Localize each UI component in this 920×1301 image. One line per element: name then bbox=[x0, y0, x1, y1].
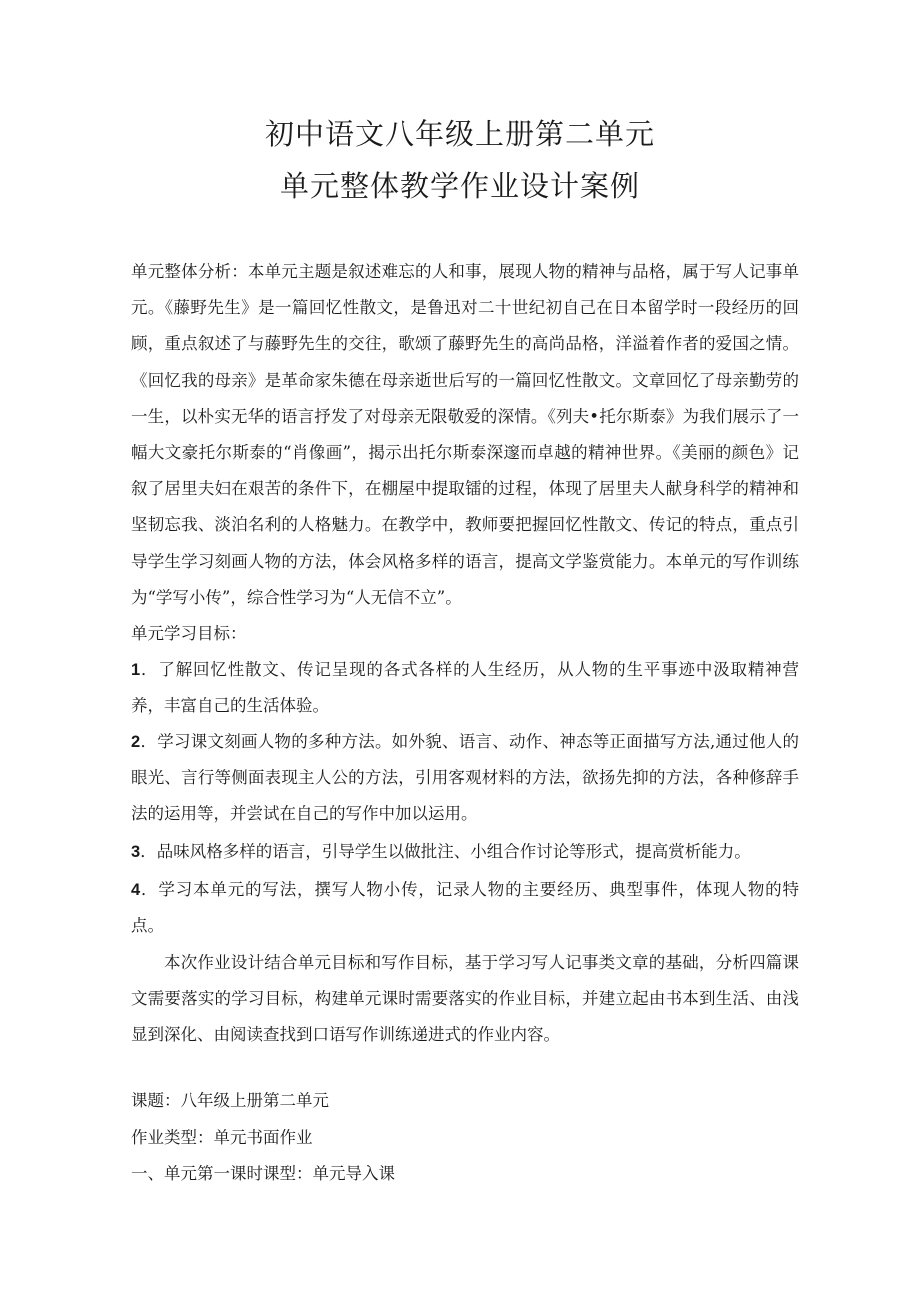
document-title-line-1: 初中语文八年级上册第二单元 bbox=[264, 117, 655, 151]
learning-goal-item bbox=[131, 872, 799, 944]
goal-text: ．品味风格多样的语言，引导学生以做批注、小组合作讨论等形式，提高赏析能力。 bbox=[140, 842, 751, 861]
goal-number: 3 bbox=[131, 843, 141, 861]
goal-number: 1 bbox=[131, 661, 141, 679]
learning-goals-heading: 单元学习目标： bbox=[131, 624, 247, 643]
learning-goal-item bbox=[131, 652, 799, 724]
document-title-line-2: 单元整体教学作业设计案例 bbox=[279, 169, 640, 203]
unit-analysis-paragraph: 单元整体分析：本单元主题是叙述难忘的人和事，展现人物的精神与品格，属于写人记事单元。《藤野先生》是一篇回忆性散文，是鲁迅对二十世纪初自己在日本留学时一段经历的回顾，重点叙述了与藤野先生的交往，歌颂了藤野先生的高尚品格，洋溢着作者的爱国之情。《回忆我的母亲》是革命家朱德在母亲逝世后写的一篇回忆性散文。文章回忆了母亲勤劳的一生，以朴实无华的语言抒发了对母亲无限敬爱的深情。《列夫•托尔斯泰》为我们展示了一幅大文豪托尔斯泰的“肖像画”，揭示出托尔斯泰深邃而卓越的精神世界。《美丽的颜色》记叙了居里夫妇在艰苦的条件下，在棚屋中提取镭的过程，体现了居里夫人献身科学的精神和坚韧忘我、淡泊名利的人格魅力。在教学中，教师要把握回忆性散文、传记的特点，重点引导学生学习刻画人物的方法，体会风格多样的语言，提高文学鉴赏能力。本单元的写作训练为“学写小传”，综合性学习为“人无信不立”。 bbox=[131, 262, 799, 607]
homework-type-line: 作业类型：单元书面作业 bbox=[131, 1128, 313, 1147]
goal-text: ．学习课文刻画人物的多种方法。如外貌、语言、动作、神态等正面描写方法,通过他人的眼光、言行等侧面表现主人公的方法，引用客观材料的方法，欲扬先抑的方法，各种修辞手法的运用等，并尝试在自己的写作中加以运用。 bbox=[131, 732, 799, 824]
homework-design-paragraph: 本次作业设计结合单元目标和写作目标，基于学习写人记事类文章的基础，分析四篇课文需要落实的学习目标，构建单元课时需要落实的作业目标，并建立起由书本到生活、由浅显到深化、由阅读查找到口语写作训练递进式的作业内容。 bbox=[131, 953, 799, 1045]
lesson-one-heading: 一、单元第一课时课型：单元导入课 bbox=[131, 1164, 395, 1183]
topic-line: 课题：八年级上册第二单元 bbox=[131, 1091, 329, 1110]
learning-goal-item bbox=[131, 834, 799, 870]
goal-text: ．了解回忆性散文、传记呈现的各式各样的人生经历，从人物的生平事迹中汲取精神营养，丰富自己的生活体验。 bbox=[131, 660, 799, 716]
goal-number: 2 bbox=[131, 733, 141, 751]
learning-goal-item bbox=[131, 724, 799, 833]
goal-text: ．学习本单元的写法，撰写人物小传，记录人物的主要经历、典型事件，体现人物的特点。 bbox=[131, 880, 799, 936]
goal-number: 4 bbox=[131, 881, 141, 899]
